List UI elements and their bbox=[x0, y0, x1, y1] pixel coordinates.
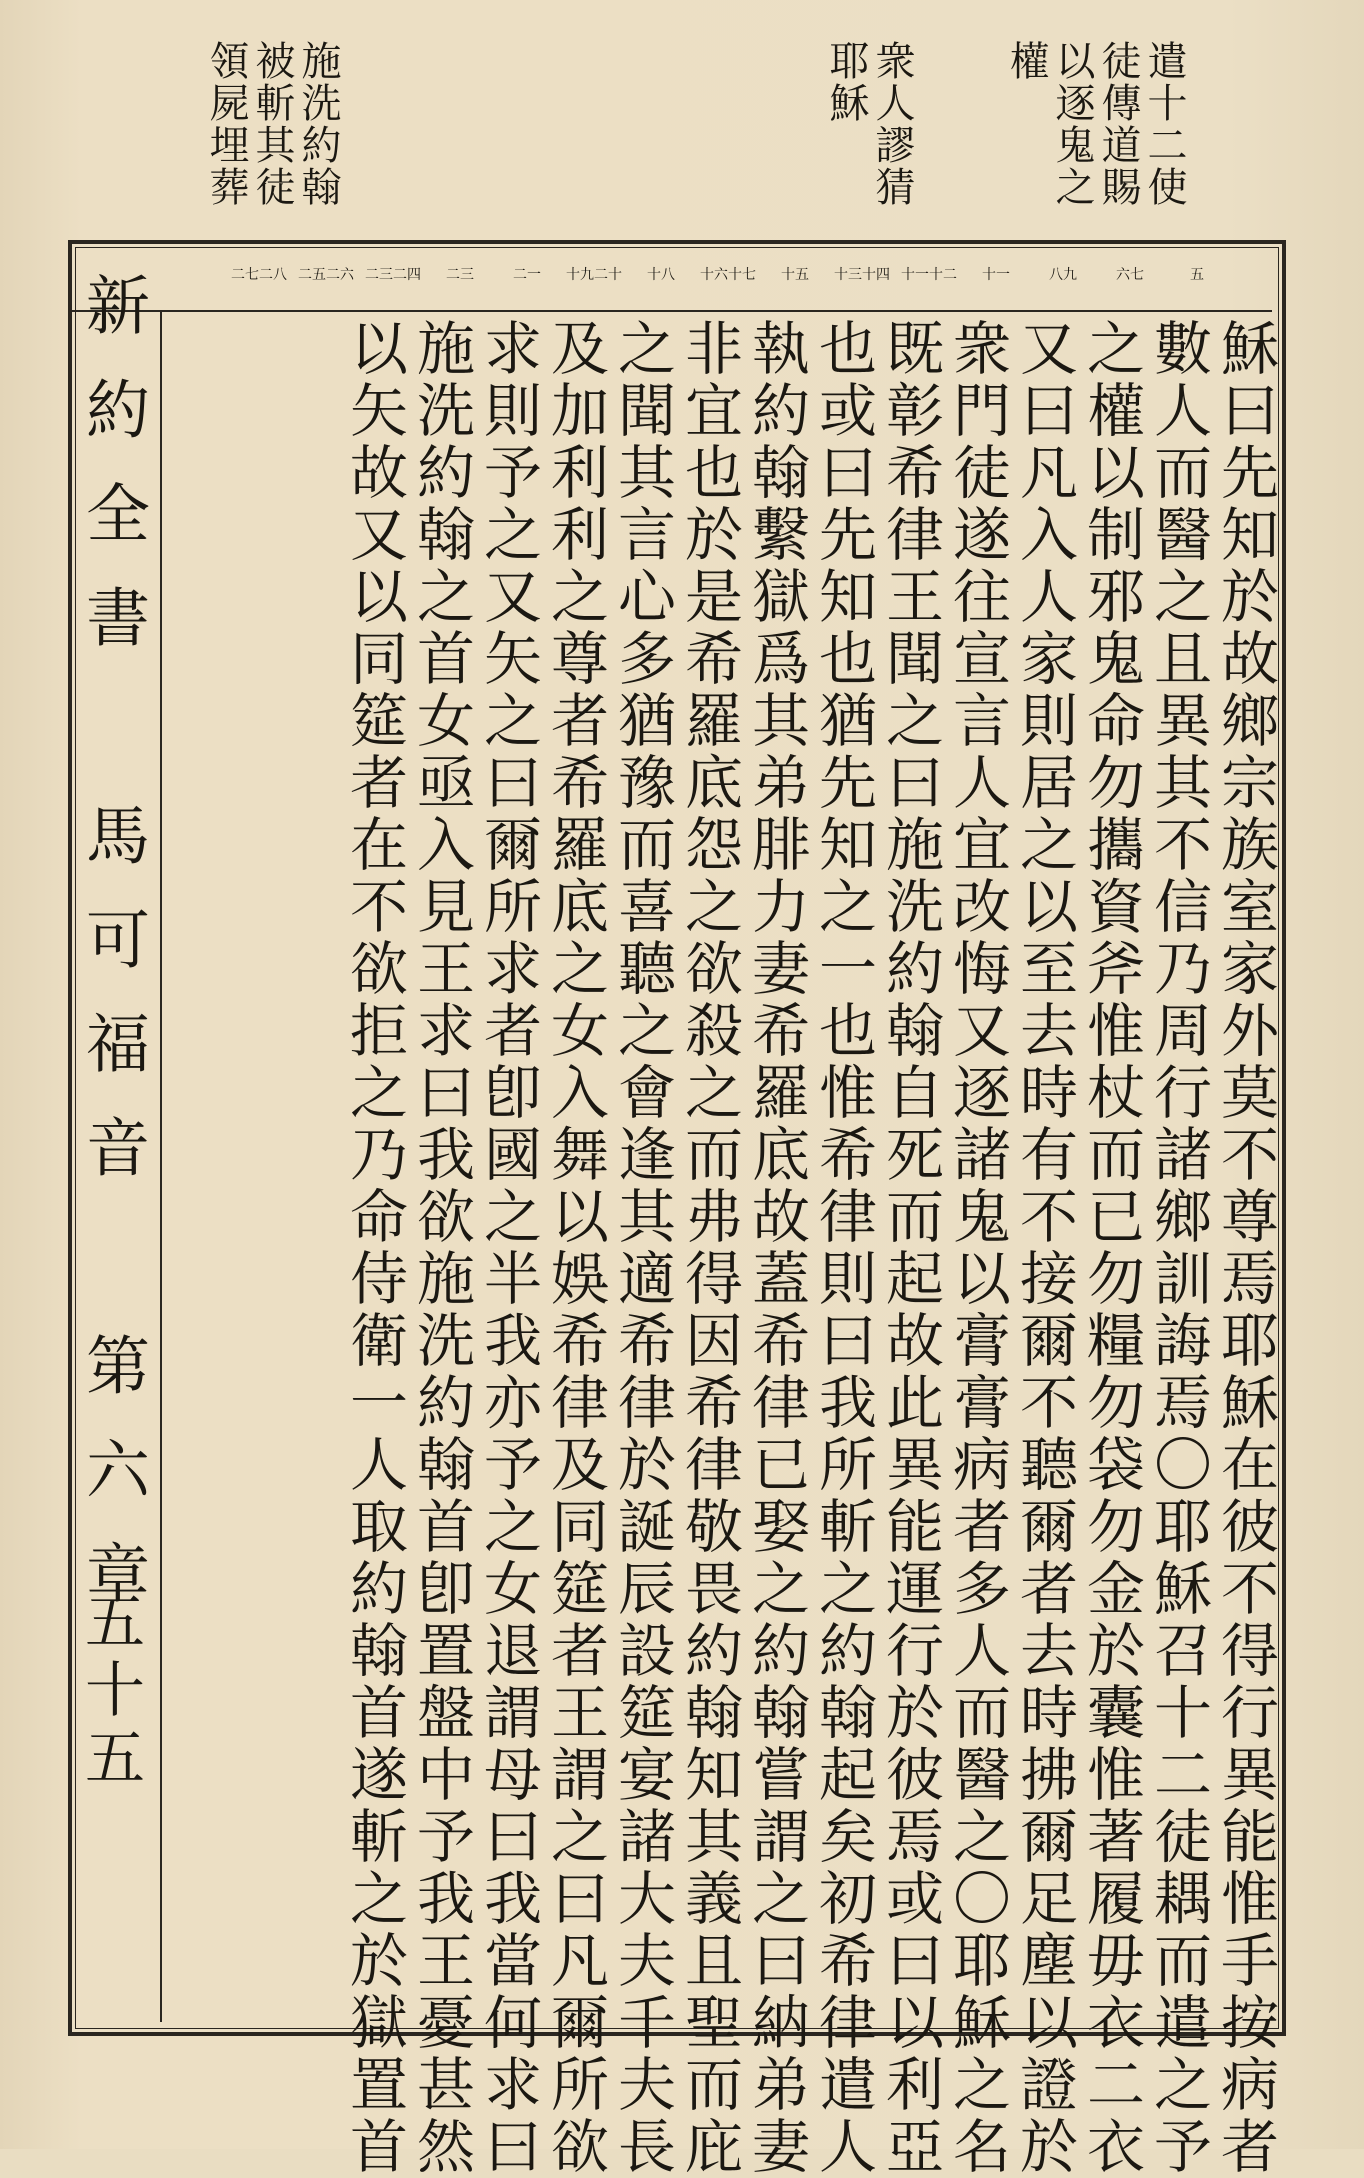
verse-number: 十八 bbox=[647, 267, 675, 283]
verse-number: 二三二四 bbox=[365, 267, 421, 283]
text-column: 穌曰先知於故鄉宗族室家外莫不尊焉耶穌在彼不得行異能惟手按病者 bbox=[1211, 318, 1279, 2178]
headnote-line: 耶穌 bbox=[823, 40, 869, 124]
text-column: 及加利利之尊者希羅底之女入舞以娛希律及同筵者王謂之曰凡爾所欲 bbox=[541, 318, 609, 2178]
headnote-right bbox=[1000, 40, 1187, 208]
text-column: 之聞其言心多猶豫而喜聽之會逢其適希律於誕辰設筵宴諸大夫千夫長 bbox=[608, 318, 676, 2178]
text-column: 執約翰繫獄爲其弟腓力妻希羅底故蓋希律已娶之約翰嘗謂之曰納弟妻 bbox=[742, 318, 810, 2178]
page-number: 五十五 bbox=[75, 1590, 145, 1794]
text-column: 數人而醫之且異其不信乃周行諸鄉訓誨焉〇耶穌召十二徒耦而遣之予 bbox=[1144, 318, 1212, 2178]
text-column: 以矢故又以同筵者在不欲拒之乃命侍衛一人取約翰首遂斬之於獄置首 bbox=[340, 318, 408, 2178]
headnote-left bbox=[200, 40, 341, 208]
headnote-line: 以逐鬼之 bbox=[1049, 40, 1095, 208]
verse-number: 十一 bbox=[982, 267, 1010, 283]
text-column: 既彰希律王聞之曰施洗約翰自死而起故此異能運行於彼焉或曰以利亞 bbox=[876, 318, 944, 2178]
verse-number: 二七二八 bbox=[231, 267, 287, 283]
verse-number: 十三十四 bbox=[834, 267, 890, 283]
headnote-line: 遣十二使 bbox=[1141, 40, 1187, 208]
headnote-line: 徒傳道賜 bbox=[1095, 40, 1141, 208]
text-column: 又曰凡入人家則居之以至去時有不接爾不聽爾者去時拂爾足塵以證於 bbox=[1010, 318, 1078, 2178]
verse-number-row bbox=[72, 250, 1272, 312]
verse-number: 六七 bbox=[1116, 267, 1144, 283]
headnote-line: 權 bbox=[1003, 40, 1049, 82]
verse-number: 十六十七 bbox=[700, 267, 756, 283]
verse-number: 十一十二 bbox=[901, 267, 957, 283]
headnote-line: 衆人謬猜 bbox=[869, 40, 915, 208]
headnotes bbox=[180, 40, 1200, 240]
verse-number: 二一 bbox=[513, 267, 541, 283]
verse-number: 五 bbox=[1190, 267, 1204, 283]
text-column: 衆門徒遂往宣言人宜改悔又逐諸鬼以膏膏病者多人而醫之〇耶穌之名 bbox=[943, 318, 1011, 2178]
verse-number: 十五 bbox=[781, 267, 809, 283]
verse-number: 二五二六 bbox=[298, 267, 354, 283]
verse-number: 八九 bbox=[1049, 267, 1077, 283]
text-column: 求則予之又矢之曰爾所求者卽國之半我亦予之女退謂母曰我當何求曰 bbox=[474, 318, 542, 2178]
headnote-middle bbox=[820, 40, 915, 208]
headnote-line: 領屍埋葬 bbox=[203, 40, 249, 208]
running-title: 新約全書 馬可福音 第六章 bbox=[75, 272, 149, 1644]
margin-rule bbox=[160, 310, 162, 2022]
headnote-line: 施洗約翰 bbox=[295, 40, 341, 208]
text-column: 施洗約翰之首女亟入見王求曰我欲施洗約翰首卽置盤中予我王憂甚然 bbox=[407, 318, 475, 2178]
verse-number: 十九二十 bbox=[566, 267, 622, 283]
verse-number: 二三 bbox=[446, 267, 474, 283]
headnote-line: 被斬其徒 bbox=[249, 40, 295, 208]
text-column: 非宜也於是希羅底怨之欲殺之而弗得因希律敬畏約翰知其義且聖而庇 bbox=[675, 318, 743, 2178]
scripture-body bbox=[336, 318, 1279, 2178]
text-column: 也或曰先知也猶先知之一也惟希律則曰我所斬之約翰起矣初希律遣人 bbox=[809, 318, 877, 2178]
text-column: 之權以制邪鬼命勿攜資斧惟杖而已勿糧勿袋勿金於囊惟著履毋衣二衣 bbox=[1077, 318, 1145, 2178]
